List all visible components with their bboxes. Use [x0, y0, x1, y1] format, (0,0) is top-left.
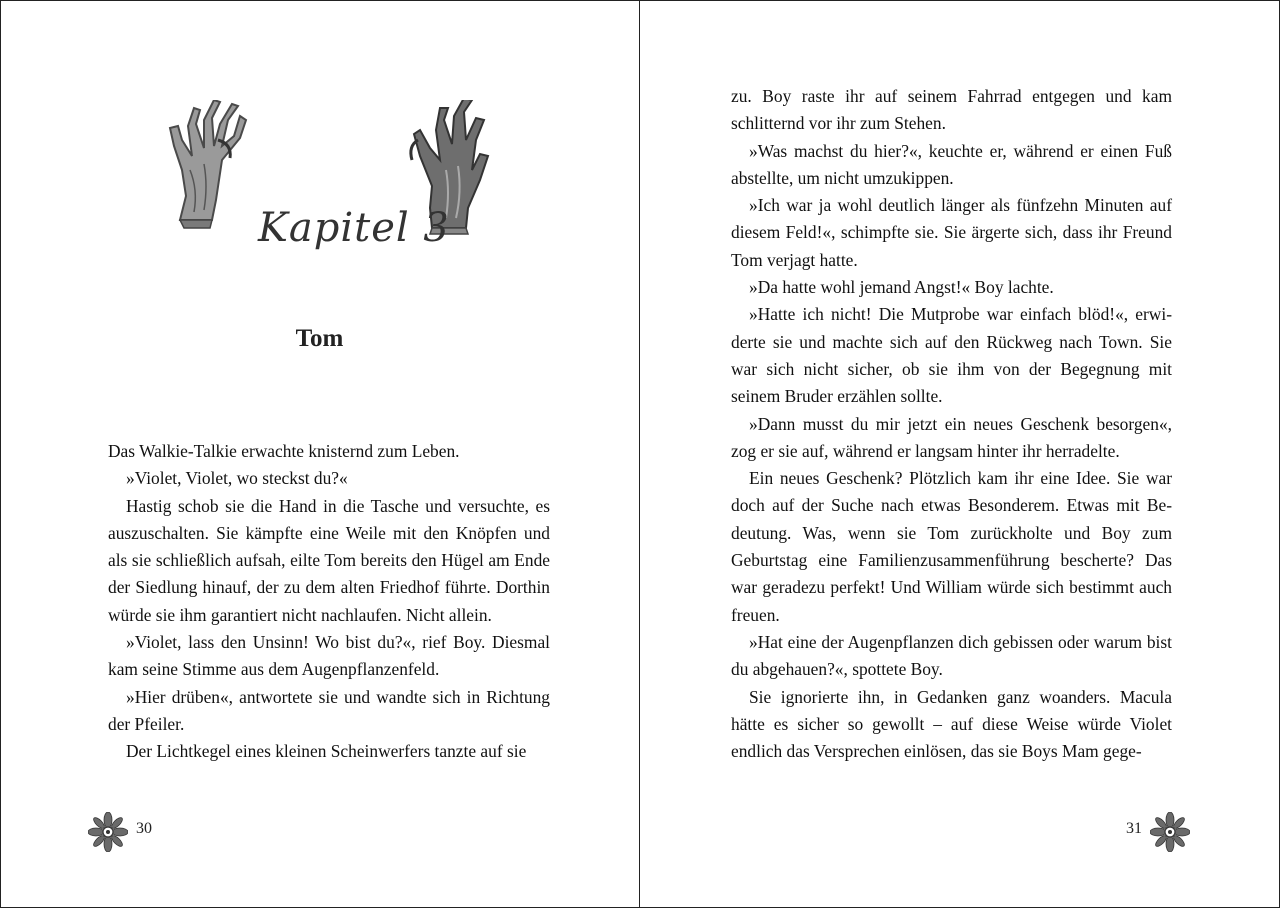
paragraph: »Hat eine der Augenpflanzen dich gebissen oder warum bist du abgehauen?«, spottete Boy. — [731, 631, 1172, 680]
paragraph: »Hatte ich nicht! Die Mutprobe war einfach blöd!«, erwiderte sie und machte sich auf den Rückweg nach Town. Sie war sich nicht sicher, ob sie ihm von der Begegnung mit seinem Bruder erzählen sollte. — [731, 304, 1172, 407]
left-page-text — [108, 438, 550, 766]
chapter-title: Tom — [295, 325, 344, 352]
right-page — [640, 0, 1280, 908]
flower-ornament-icon — [88, 812, 128, 852]
flower-ornament-icon — [1150, 812, 1190, 852]
paragraph: Hastig schob sie die Hand in die Tasche und versuchte, es auszuschalten. Sie kämpfte eine Weile mit den Knöpfen und als sie schließlich aufsah, eilte Tom bereits den Hügel am Ende der Siedlung hinauf, der zu dem alten Friedhof führte. Dorthin würde sie ihm garantiert nicht nachlaufen. Nicht allein. — [108, 495, 550, 625]
paragraph: Das Walkie-Talkie erwachte knisternd zum Leben. — [108, 441, 460, 461]
paragraph: »Violet, Violet, wo steckst du?« — [126, 468, 348, 489]
paragraph: Sie ignorierte ihn, in Gedanken ganz woanders. Macula hätte es sicher so gewollt – auf diese Weise würde Violet endlich das Versprechen einlösen, das sie Boys Mam gege- — [731, 686, 1172, 762]
paragraph: »Violet, lass den Unsinn! Wo bist du?«, rief Boy. Diesmal kam seine Stimme aus dem Augenpflanzenfeld. — [108, 632, 550, 680]
left-page — [0, 0, 639, 908]
page-number: 30 — [136, 820, 152, 837]
paragraph: Der Lichtkegel eines kleinen Scheinwerfers tanzte auf sie — [126, 741, 527, 762]
paragraph: »Ich war ja wohl deutlich länger als fünfzehn Minuten auf diesem Feld!«, schimpfte sie. Sie ärgerte sich, dass ihr Freund Tom verjagt hatte. — [731, 195, 1172, 270]
paragraph: »Hier drüben«, antwortete sie und wandte sich in Richtung der Pfeiler. — [108, 686, 550, 734]
left-hand-icon — [170, 100, 246, 228]
right-page-text — [731, 83, 1172, 765]
paragraph: zu. Boy raste ihr auf seinem Fahrrad entgegen und kam schlitternd vor ihr zum Stehen. — [731, 86, 1172, 134]
paragraph: »Da hatte wohl jemand Angst!« Boy lachte. — [749, 277, 1054, 298]
page-number: 31 — [1126, 820, 1142, 837]
paragraph: »Was machst du hier?«, keuchte er, während er einen Fuß abstellte, um nicht umzukippen. — [731, 140, 1172, 188]
paragraph: »Dann musst du mir jetzt ein neues Geschenk besorgen«, zog er sie auf, während er langsam hinter ihr herradelte. — [731, 413, 1172, 461]
paragraph: Ein neues Geschenk? Plötzlich kam ihr eine Idee. Sie war doch auf der Suche nach etwas Besonderem. Etwas mit Bedeutung. Was, wenn sie Tom zurückholte und Boy zum Geburtstag eine Familienzusammenführung bescherte? Das war geradezu perfekt! Und William würde sich bestimmt auch freuen. — [731, 468, 1172, 625]
chapter-heading: Kapitel 3 — [258, 205, 450, 251]
